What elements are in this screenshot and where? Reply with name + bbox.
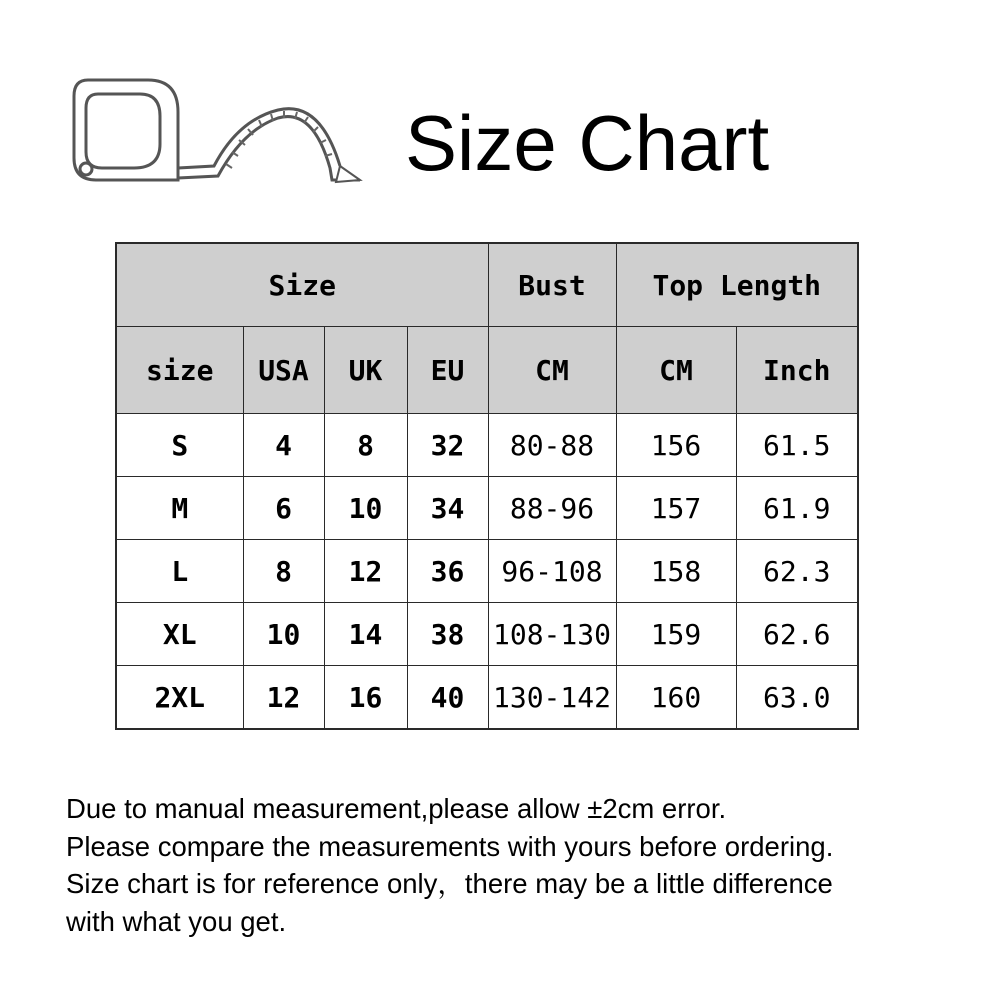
cell-eu: 32 [407, 414, 488, 477]
table-row [116, 666, 858, 730]
cell-size: L [116, 540, 243, 603]
note-line: Please compare the measurements with yours before ordering. [66, 830, 834, 862]
header-uk: UK [324, 327, 407, 414]
cell-eu: 34 [407, 477, 488, 540]
table-row [116, 603, 858, 666]
note-line: Due to manual measurement,please allow ±2cm error. [66, 793, 727, 824]
cell-length-inch: 61.9 [736, 477, 858, 540]
cell-bust-cm: 80-88 [488, 414, 616, 477]
cell-usa: 6 [243, 477, 324, 540]
header-usa: USA [243, 327, 324, 414]
cell-length-inch: 61.5 [736, 414, 858, 477]
table-row [116, 477, 858, 540]
note-line: with what you get. [66, 905, 287, 937]
cell-uk: 10 [324, 477, 407, 540]
cell-bust-cm: 88-96 [488, 477, 616, 540]
header-bust-cm: CM [488, 327, 616, 414]
note-line: Size chart is for reference only，there may be a little difference [66, 868, 833, 899]
cell-usa: 10 [243, 603, 324, 666]
cell-bust-cm: 96-108 [488, 540, 616, 603]
cell-length-cm: 160 [616, 666, 736, 730]
measurement-notes [66, 790, 966, 940]
header-length-inch: Inch [736, 327, 858, 414]
cell-length-inch: 63.0 [736, 666, 858, 730]
cell-usa: 8 [243, 540, 324, 603]
cell-length-cm: 158 [616, 540, 736, 603]
cell-bust-cm: 108-130 [488, 603, 616, 666]
header-size: size [116, 327, 243, 414]
cell-uk: 12 [324, 540, 407, 603]
table-row [116, 540, 858, 603]
cell-usa: 12 [243, 666, 324, 730]
cell-length-cm: 157 [616, 477, 736, 540]
cell-length-inch: 62.6 [736, 603, 858, 666]
cell-length-inch: 62.3 [736, 540, 858, 603]
cell-eu: 36 [407, 540, 488, 603]
cell-size: S [116, 414, 243, 477]
cell-size: XL [116, 603, 243, 666]
header-top-length-group: Top Length [616, 243, 858, 327]
cell-length-cm: 159 [616, 603, 736, 666]
cell-size: 2XL [116, 666, 243, 730]
size-chart-table [115, 242, 859, 730]
measuring-tape-icon [68, 72, 368, 190]
header-bust-group: Bust [488, 243, 616, 327]
cell-eu: 38 [407, 603, 488, 666]
cell-size: M [116, 477, 243, 540]
table-row [116, 414, 858, 477]
cell-length-cm: 156 [616, 414, 736, 477]
header-eu: EU [407, 327, 488, 414]
cell-eu: 40 [407, 666, 488, 730]
header-length-cm: CM [616, 327, 736, 414]
cell-uk: 16 [324, 666, 407, 730]
cell-uk: 8 [324, 414, 407, 477]
page-title: Size Chart [405, 99, 770, 187]
cell-bust-cm: 130-142 [488, 666, 616, 730]
cell-usa: 4 [243, 414, 324, 477]
cell-uk: 14 [324, 603, 407, 666]
header-size-group: Size [116, 243, 488, 327]
